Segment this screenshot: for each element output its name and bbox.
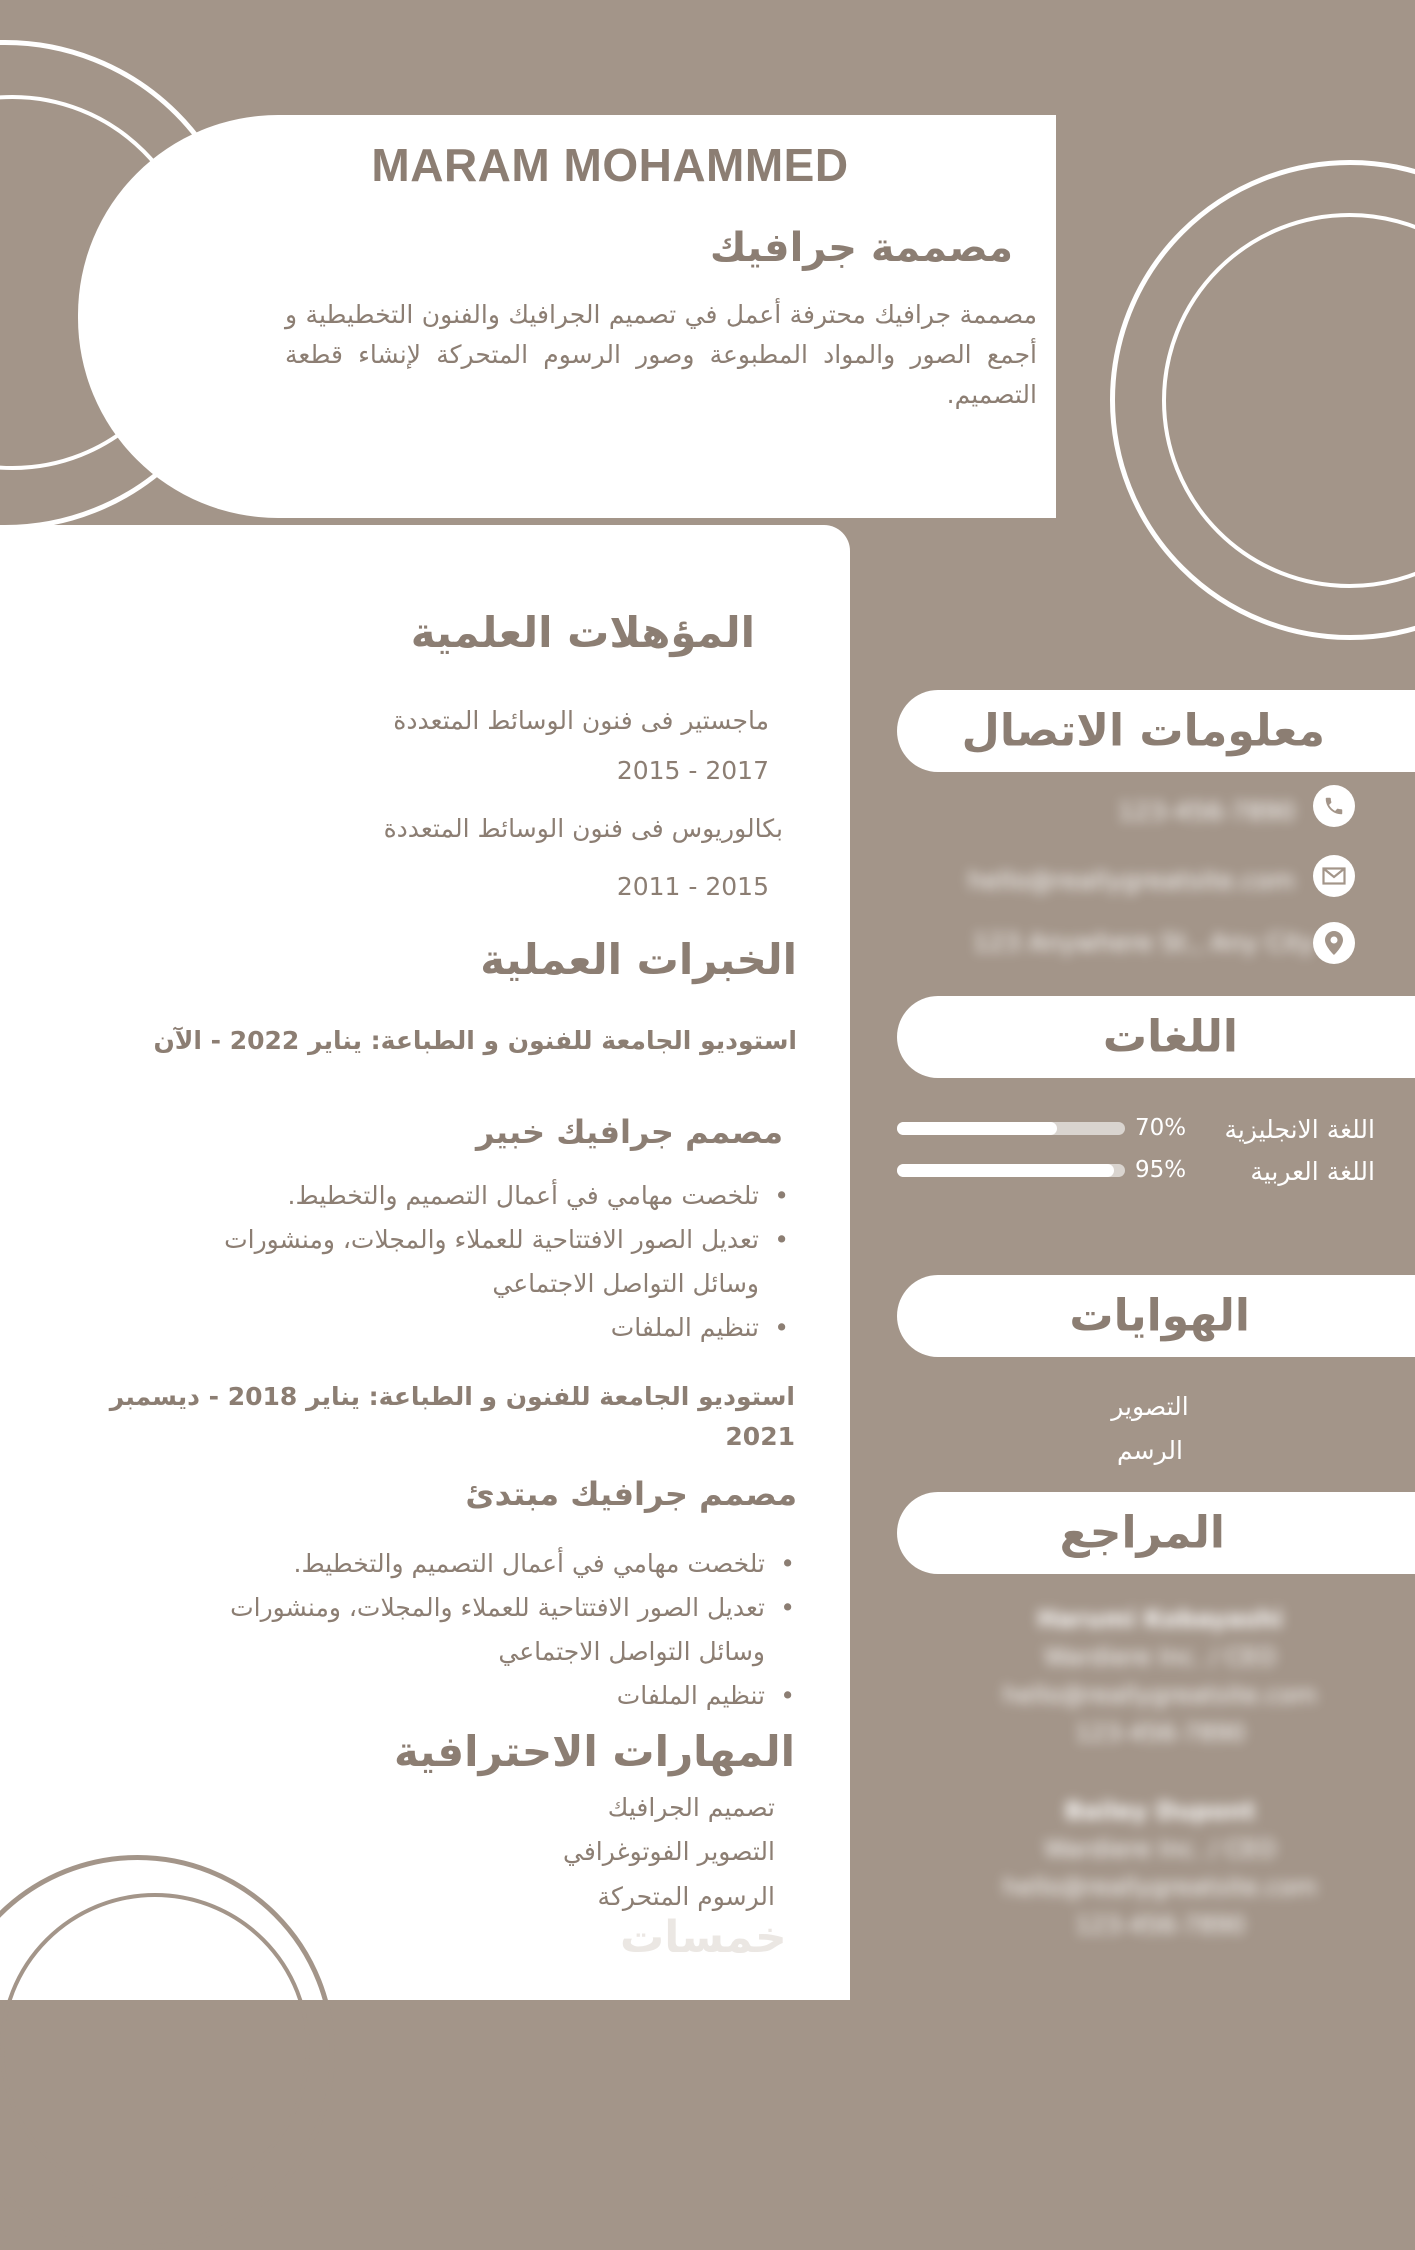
languages-heading-pill <box>897 996 1415 1078</box>
language-name-1: اللغة الانجليزية <box>1224 1115 1375 1144</box>
hobby-item: التصوير <box>1111 1392 1189 1421</box>
references-heading: المراجع <box>1059 1507 1225 1559</box>
reference-1 <box>960 1600 1360 1752</box>
mail-icon <box>1313 855 1355 897</box>
contact-heading: معلومات الاتصال <box>961 705 1325 757</box>
language-percent-1: 70% <box>1135 1115 1187 1141</box>
language-bar-2 <box>897 1164 1125 1177</box>
reference-2-phone: 123-456-7890 <box>1074 1911 1245 1939</box>
language-bar-fill-2 <box>897 1164 1114 1177</box>
job-2-task: • تعديل الصور الافتتاحية للعملاء والمجلات، ومنشورات وسائل التواصل الاجتماعي <box>165 1586 765 1674</box>
phone-icon <box>1313 785 1355 827</box>
reference-2-name: Bailey Dupont <box>1064 1797 1256 1825</box>
reference-1-email: hello@reallygreatsite.com <box>1002 1681 1318 1709</box>
decor-ring-bottom-left-inner <box>0 1893 310 2203</box>
education-degree-2: بكالوريوس فى فنون الوسائط المتعددة <box>383 814 783 843</box>
education-years-2: 2011 - 2015 <box>616 872 769 901</box>
job-2-company-dates: استوديو الجامعة للفنون و الطباعة: يناير 2018 - ديسمبر 2021 <box>109 1382 795 1451</box>
hobby-item: الرسم <box>1117 1436 1183 1465</box>
job-2-role: مصمم جرافيك مبتدئ <box>465 1475 797 1513</box>
contact-address: 123 Anywhere St., Any City <box>972 928 1315 957</box>
job-1-role: مصمم جرافيك خبير <box>475 1113 783 1151</box>
job-2-tasks <box>165 1542 799 1718</box>
language-bar-1 <box>897 1122 1125 1135</box>
skill-item: التصوير الفوتوغرافي <box>563 1837 775 1866</box>
language-percent-2: 95% <box>1135 1157 1187 1183</box>
job-1-task: • تنظيم الملفات <box>159 1306 759 1350</box>
education-heading: المؤهلات العلمية <box>410 608 755 657</box>
job-2-task: • تلخصت مهامي في أعمال التصميم والتخطيط. <box>165 1542 765 1586</box>
candidate-name: MARAM MOHAMMED <box>371 139 849 191</box>
job-1-task: • تعديل الصور الافتتاحية للعملاء والمجلات، ومنشورات وسائل التواصل الاجتماعي <box>159 1218 759 1306</box>
skill-item: تصميم الجرافيك <box>607 1793 775 1822</box>
reference-2-email: hello@reallygreatsite.com <box>1002 1873 1318 1901</box>
education-years-1: 2015 - 2017 <box>616 756 769 785</box>
location-pin-icon <box>1313 922 1355 964</box>
job-1-task: • تلخصت مهامي في أعمال التصميم والتخطيط. <box>159 1174 759 1218</box>
languages-heading: اللغات <box>1102 1011 1238 1063</box>
job-1-tasks <box>159 1174 793 1350</box>
contact-phone: 123-456-7890 <box>1117 797 1295 826</box>
job-1-company-dates: استوديو الجامعة للفنون و الطباعة: يناير 2022 - الآن <box>153 1026 797 1055</box>
contact-heading-pill <box>897 690 1415 772</box>
skills-heading: المهارات الاحترافية <box>394 1727 795 1776</box>
references-heading-pill <box>897 1492 1415 1574</box>
watermark-logo: خمسات <box>620 1912 787 1963</box>
language-name-2: اللغة العربية <box>1250 1157 1375 1186</box>
reference-2 <box>960 1792 1360 1944</box>
contact-email: hello@reallygreatsite.com <box>967 866 1295 895</box>
job-2-task: • تنظيم الملفات <box>165 1674 765 1718</box>
job-title: مصممة جرافيك <box>709 225 1013 271</box>
reference-1-name: Harumi Kobayashi <box>1037 1605 1283 1633</box>
reference-2-title: Wardiere Inc. / CEO <box>1043 1835 1277 1863</box>
experience-heading: الخبرات العملية <box>480 935 797 984</box>
hobbies-heading-pill <box>897 1275 1415 1357</box>
hobbies-heading: الهوايات <box>1069 1290 1250 1342</box>
education-degree-1: ماجستير فى فنون الوسائط المتعددة <box>393 706 769 735</box>
reference-1-phone: 123-456-7890 <box>1074 1719 1245 1747</box>
profile-summary: مصممة جرافيك محترفة أعمل في تصميم الجرافيك والفنون التخطيطية و أجمع الصور والمواد المطبوعة وصور الرسوم المتحركة لإنشاء قطعة التصميم. <box>285 300 1037 409</box>
language-bar-fill-1 <box>897 1122 1057 1135</box>
skill-item: الرسوم المتحركة <box>597 1882 775 1911</box>
reference-1-title: Wardiere Inc. / CEO <box>1043 1643 1277 1671</box>
